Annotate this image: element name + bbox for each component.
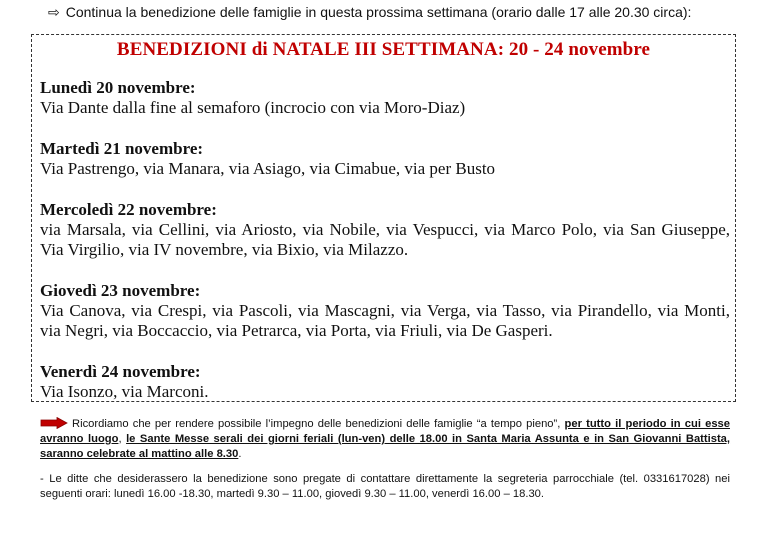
day-heading: Venerdì 24 novembre: bbox=[40, 362, 201, 381]
mass-notice-schedule: le Sante Messe serali dei giorni feriali (lun-ven) delle 18.00 in Santa Maria Assunta e in San Giovanni Battista, saranno celebrate al mattino alle 8.30 bbox=[40, 433, 731, 460]
day-streets: Via Canova, via Crespi, via Pascoli, via Mascagni, via Verga, via Tasso, via Pirandello, via Monti, via Negri, via Boccaccio, via Petrarca, via Porta, via Friuli, via De Gasperi. bbox=[40, 301, 730, 340]
intro-line bbox=[48, 4, 748, 21]
mass-notice-period: per tutto il periodo in cui esse avranno luogo bbox=[40, 418, 730, 445]
day-heading: Giovedì 23 novembre: bbox=[40, 281, 201, 300]
day-streets: Via Pastrengo, via Manara, via Asiago, via Cimabue, via per Busto bbox=[40, 159, 496, 178]
mass-notice bbox=[40, 417, 730, 462]
red-arrow-icon bbox=[40, 417, 68, 429]
intro-text: Continua la benedizione delle famiglie in questa prossima settimana (orario dalle 17 alle 20.30 circa): bbox=[65, 4, 692, 20]
day-streets: Via Isonzo, via Marconi. bbox=[40, 382, 209, 401]
day-block-tuesday bbox=[40, 139, 730, 179]
day-streets: Via Dante dalla fine al semaforo (incrocio con via Moro-Diaz) bbox=[40, 98, 466, 117]
business-notice: - Le ditte che desiderassero la benedizione sono pregate di contattare direttamente la segreteria parrocchiale (tel. 0331617028) nei seguenti orari: lunedì 16.00 -18.30, martedì 9.30 – 11.00, giovedì 9.30 – 11.00, venerdì 16.00 – 18.30. bbox=[40, 473, 730, 500]
day-heading: Mercoledì 22 novembre: bbox=[40, 200, 217, 219]
day-heading: Lunedì 20 novembre: bbox=[40, 78, 196, 97]
mass-notice-sep: , bbox=[118, 433, 127, 445]
notes-section bbox=[40, 417, 730, 502]
schedule-title: BENEDIZIONI di NATALE III SETTIMANA: 20 - 24 novembre bbox=[116, 39, 651, 60]
right-arrow-icon: ⇨ bbox=[48, 4, 60, 20]
day-block-friday bbox=[40, 362, 730, 402]
day-block-thursday bbox=[40, 281, 730, 341]
day-heading: Martedì 21 novembre: bbox=[40, 139, 204, 158]
day-block-monday bbox=[40, 78, 730, 118]
schedule-box bbox=[31, 34, 736, 402]
mass-notice-end: . bbox=[238, 448, 242, 460]
day-block-wednesday bbox=[40, 200, 730, 260]
mass-notice-text: Ricordiamo che per rendere possibile l’impegno delle benedizioni delle famiglie “a tempo pieno”, bbox=[72, 418, 565, 430]
day-streets: via Marsala, via Cellini, via Ariosto, via Nobile, via Vespucci, via Marco Polo, via San Giuseppe, Via Virgilio, via IV novembre, via Bixio, via Milazzo. bbox=[40, 220, 730, 259]
